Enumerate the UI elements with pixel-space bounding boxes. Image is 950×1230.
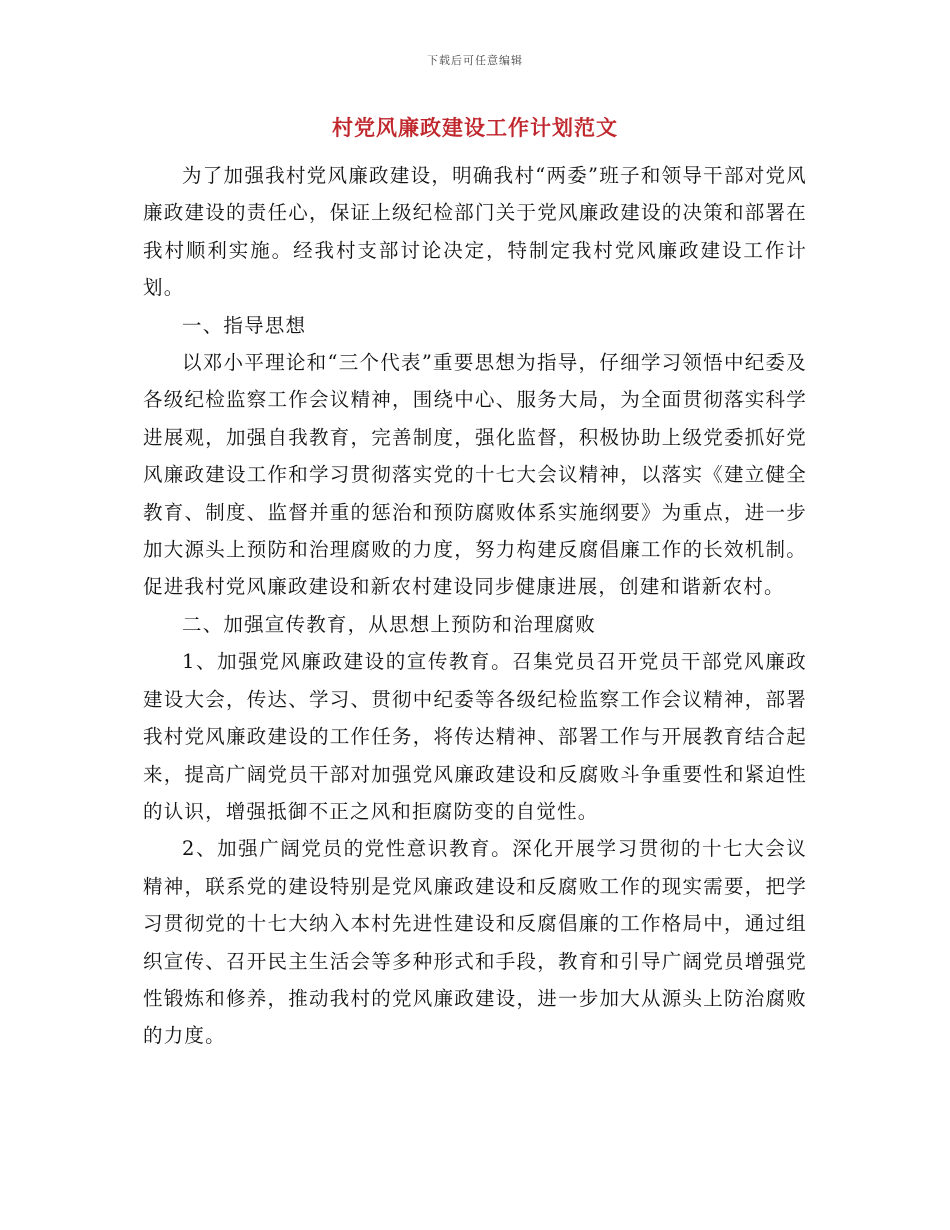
document-title: 村党风廉政建设工作计划范文 — [332, 115, 618, 140]
intro-paragraph: 为了加强我村党风廉政建设，明确我村“两委”班子和领导干部对党风廉政建设的责任心，保证上级纪检部门关于党风廉政建设的决策和部署在我村顺利实施。经我村支部讨论决定，特制定我村党风廉政建设工作计划。 — [143, 164, 807, 300]
document-body — [143, 157, 807, 1055]
section-heading-publicity-education: 二、加强宣传教育，从思想上预防和治理腐败 — [182, 612, 597, 636]
item-2-paragraph: 2、加强广阔党员的党性意识教育。深化开展学习贯彻的十七大会议精神，联系党的建设特别是党风廉政建设和反腐败工作的现实需要，把学习贯彻党的十七大纳入本村先进性建设和反腐倡廉的工作格局中，通过组织宣传、召开民主生活会等多种形式和手段，教育和引导广阔党员增强党性锻炼和修养，推动我村的党风廉政建设，进一步加大从源头上防治腐败的力度。 — [143, 837, 807, 1048]
section-heading-guiding-thought: 一、指导思想 — [182, 313, 307, 337]
header-note: 下载后可任意编辑 — [427, 54, 523, 67]
guiding-thought-paragraph: 以邓小平理论和“三个代表”重要思想为指导，仔细学习领悟中纪委及各级纪检监察工作会议精神，围绕中心、服务大局，为全面贯彻落实科学进展观，加强自我教育，完善制度，强化监督，积极协助上级党委抓好党风廉政建设工作和学习贯彻落实党的十七大会议精神，以落实《建立健全教育、制度、监督并重的惩治和预防腐败体系实施纲要》为重点，进一步加大源头上预防和治理腐败的力度，努力构建反腐倡廉工作的长效机制。促进我村党风廉政建设和新农村建设同步健康进展，创建和谐新农村。 — [143, 351, 807, 599]
item-1-paragraph: 1、加强党风廉政建设的宣传教育。召集党员召开党员干部党风廉政建设大会，传达、学习、贯彻中纪委等各级纪检监察工作会议精神，部署我村党风廉政建设的工作任务，将传达精神、部署工作与开展教育结合起来，提高广阔党员干部对加强党风廉政建设和反腐败斗争重要性和紧迫性的认识，增强抵御不正之风和拒腐防变的自觉性。 — [143, 650, 807, 823]
